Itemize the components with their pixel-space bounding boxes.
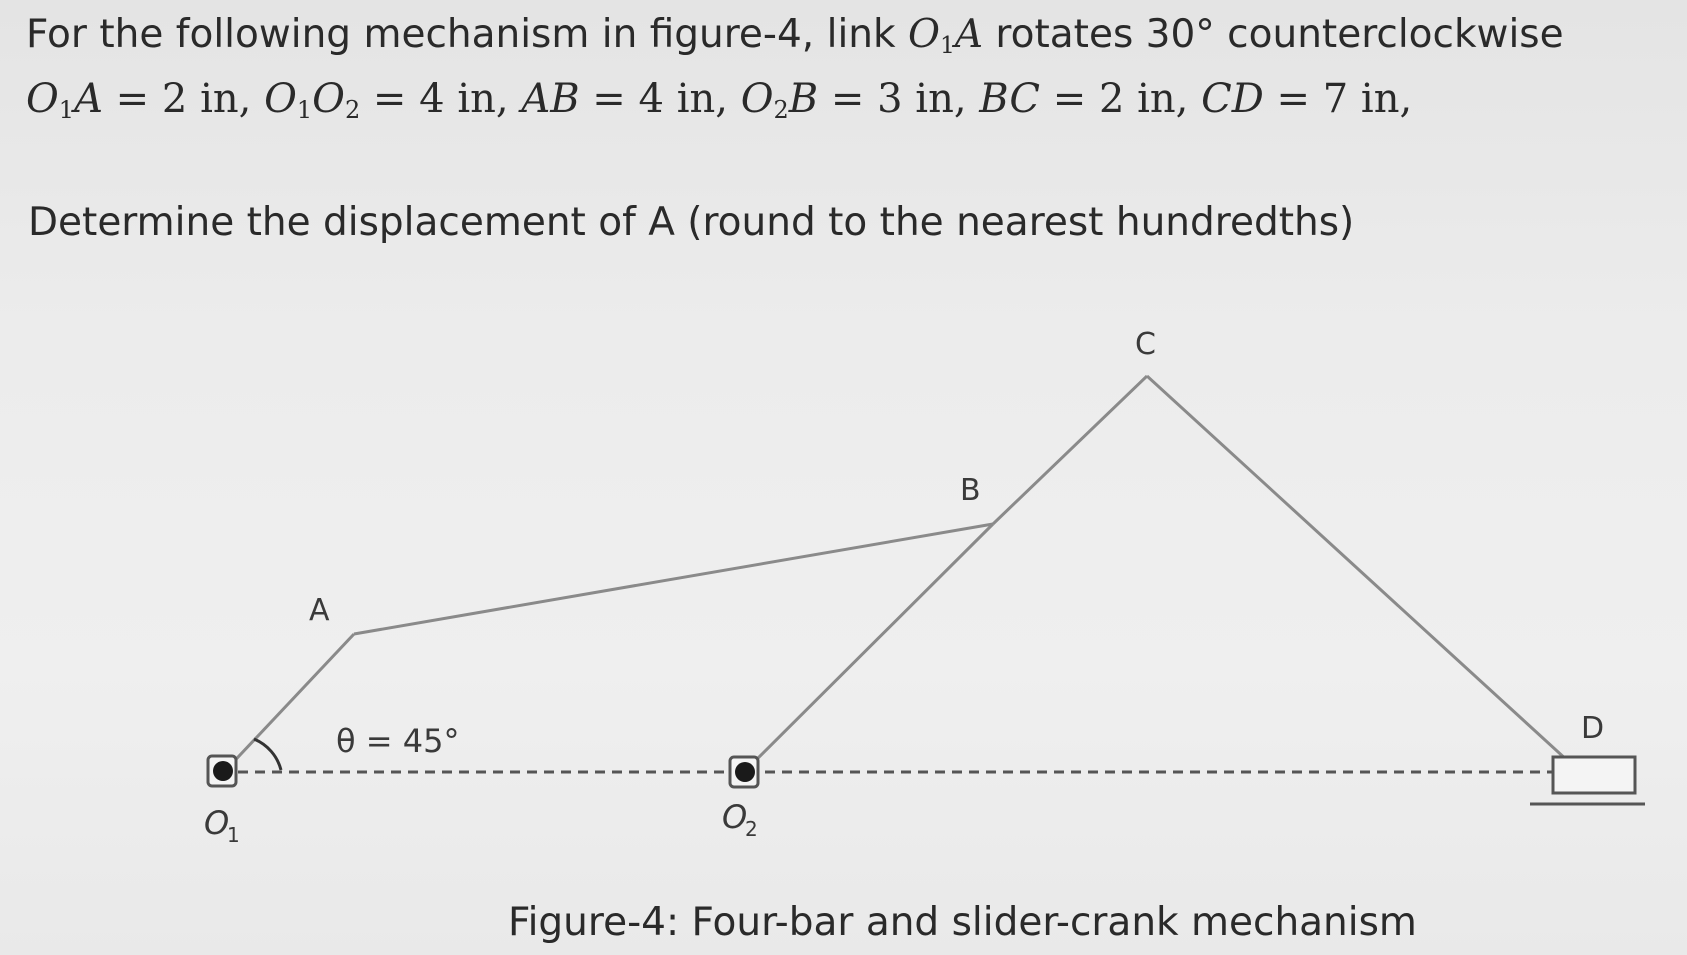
given-cd: CD = 7 in, bbox=[1201, 76, 1413, 122]
slider-block-d bbox=[1553, 757, 1635, 793]
label-theta: θ = 45° bbox=[336, 722, 460, 760]
figure-caption: Figure-4: Four-bar and slider-crank mechanism bbox=[508, 900, 1417, 945]
label-d: D bbox=[1581, 711, 1605, 746]
svg-text:1: 1 bbox=[227, 823, 240, 847]
theta-angle-arc bbox=[254, 739, 281, 770]
link-cd bbox=[1147, 376, 1580, 772]
label-o2 bbox=[722, 798, 758, 841]
pivot-o2-icon bbox=[730, 757, 758, 787]
link-bc bbox=[993, 376, 1147, 524]
given-o2b: $O_2B = 3$ in, bbox=[740, 76, 980, 124]
given-o1a: $O_1A = 2$ in, bbox=[26, 76, 265, 124]
question-text: Determine the displacement of A (round to the nearest hundredths) bbox=[28, 200, 1355, 245]
given-o1o2: $O_1O_2 = 4$ in, bbox=[264, 76, 522, 124]
svg-text:2: 2 bbox=[745, 817, 758, 841]
link-o1a bbox=[224, 634, 354, 772]
given-ab: AB = 4 in, bbox=[521, 76, 741, 122]
problem-line-1-text: For the following mechanism in figure-4, link bbox=[26, 12, 908, 57]
label-o1 bbox=[204, 804, 240, 847]
svg-text:O: O bbox=[722, 798, 748, 836]
pivot-o1-icon bbox=[208, 756, 236, 786]
problem-line-1-rest: rotates 30° counterclockwise bbox=[983, 12, 1564, 57]
link-o1a-label: $O_1A$ bbox=[907, 12, 984, 59]
given-bc: BC = 2 in, bbox=[979, 76, 1202, 122]
svg-text:O: O bbox=[204, 804, 230, 842]
label-b: B bbox=[960, 473, 981, 508]
label-a: A bbox=[309, 593, 330, 628]
label-c: C bbox=[1135, 327, 1156, 362]
